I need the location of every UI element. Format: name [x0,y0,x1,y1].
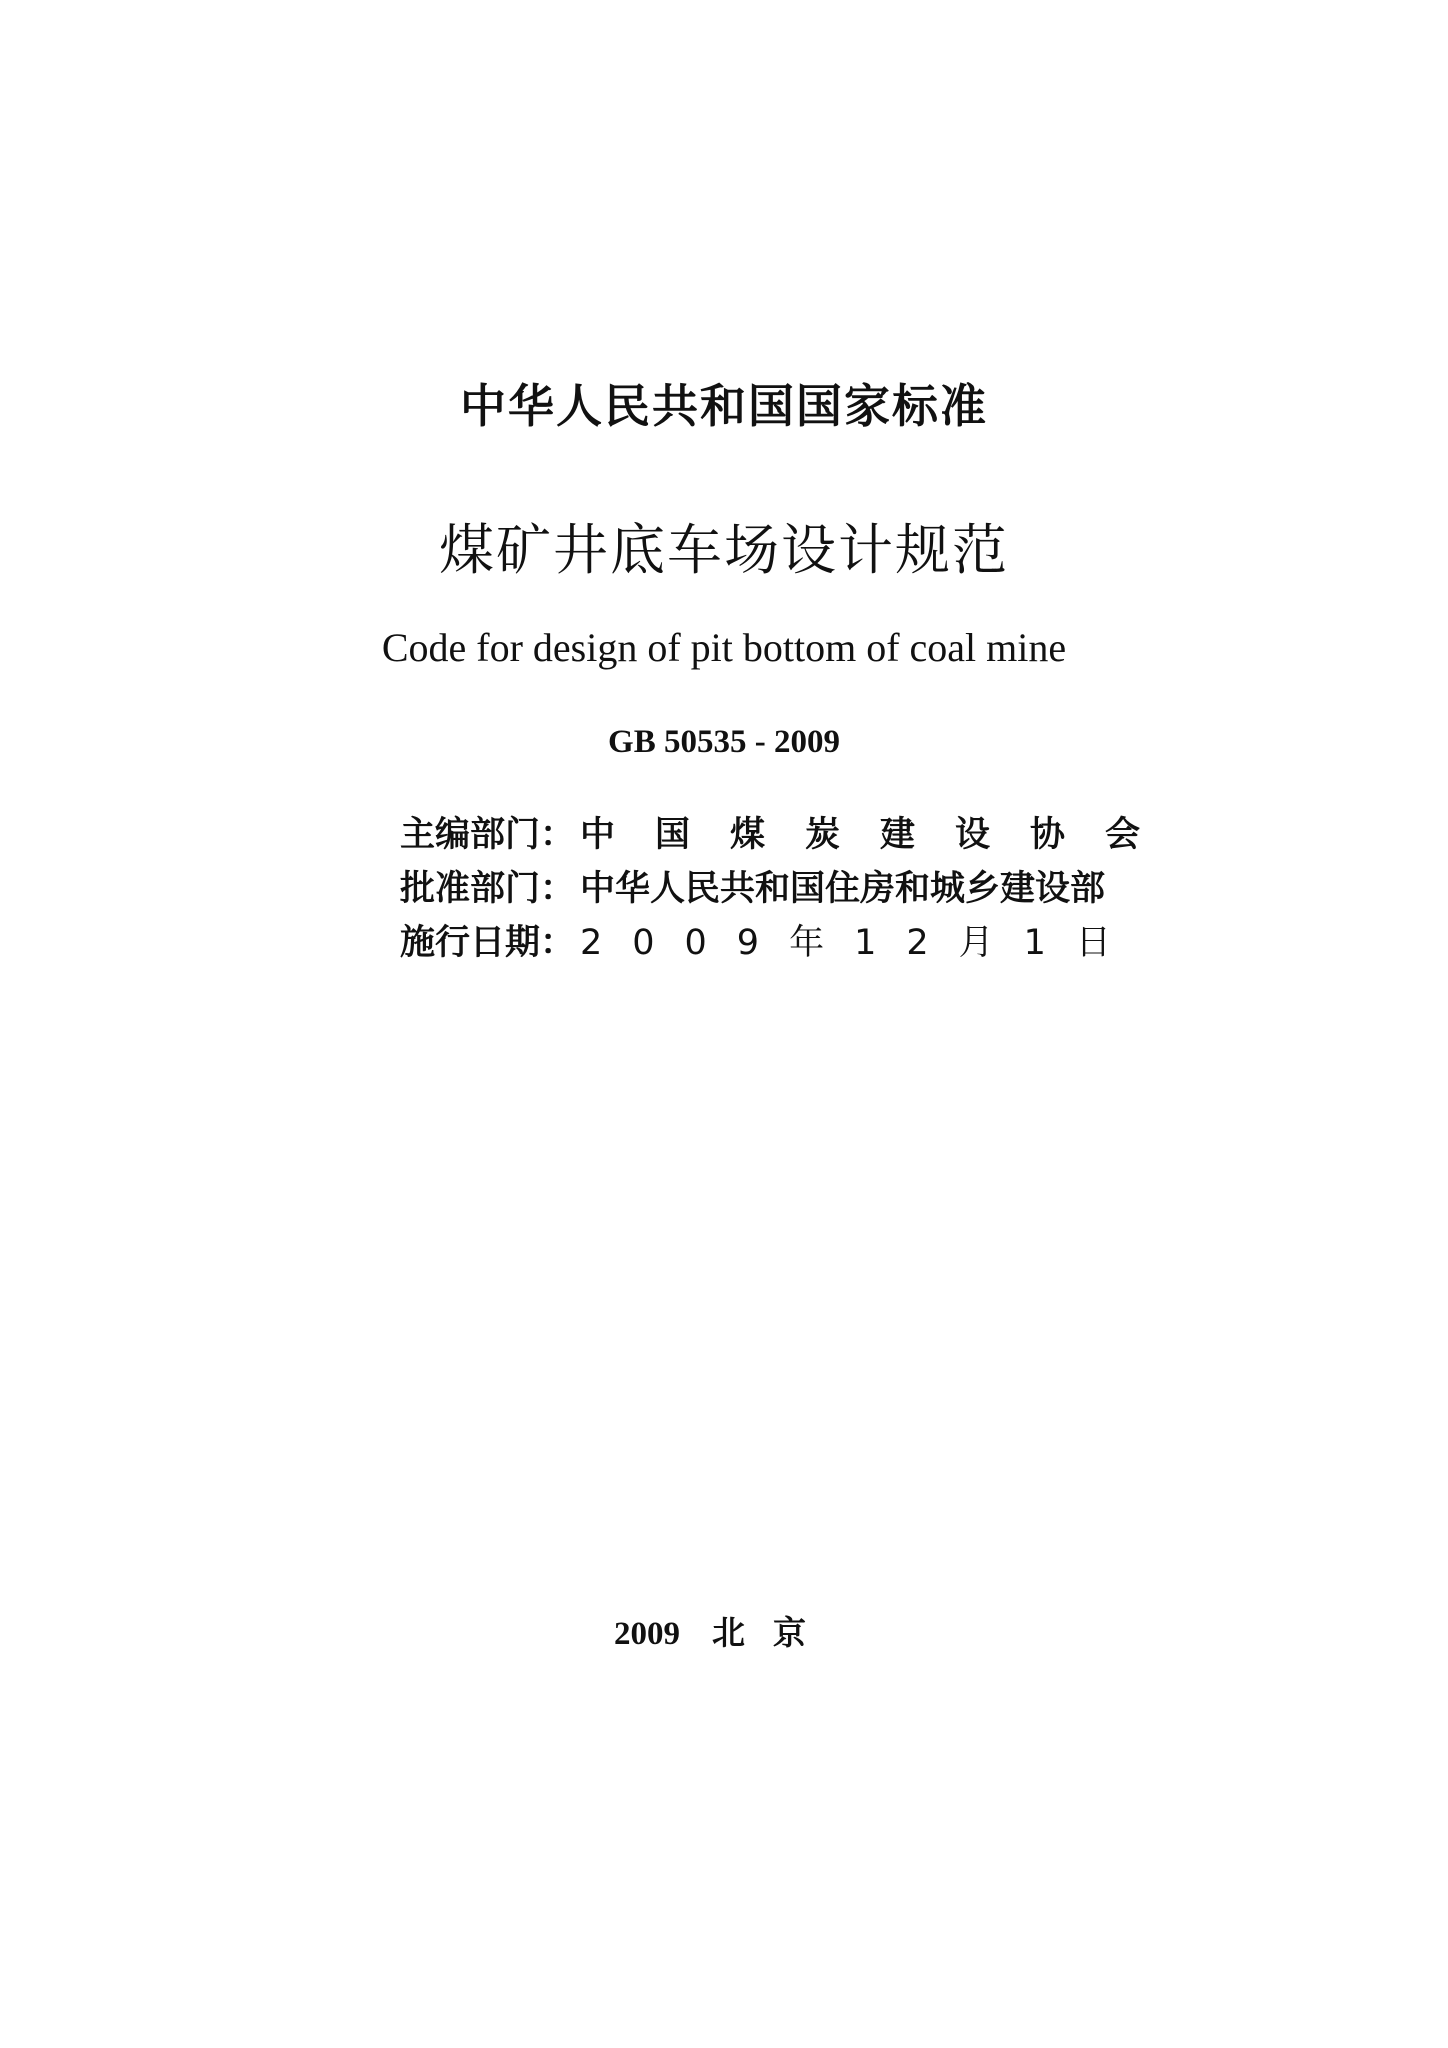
imprint [0,1618,1448,1651]
approver-label: 批准部门： [400,869,576,909]
editor-value: 中国煤炭建设协会 [580,815,1181,855]
standard-code: GB 50535 - 2009 [608,724,840,760]
editor-label: 主编部门： [400,815,576,855]
meta-row-approver [400,869,1120,909]
title-chinese: 煤矿井底车场设计规范 [438,518,1009,582]
imprint-place: 北京 [712,1616,834,1652]
approver-value: 中华人民共和国住房和城乡建设部 [580,869,1106,909]
title-english: Code for design of pit bottom of coal mine [381,625,1067,670]
meta-row-effective-date [400,923,1141,963]
meta-row-editor [400,815,1181,855]
national-standard-heading: 中华人民共和国国家标准 [460,379,988,433]
effective-label: 施行日期： [400,923,576,963]
effective-value: 2009年12月1日 [580,923,1141,963]
imprint-year: 2009 [614,1616,680,1652]
